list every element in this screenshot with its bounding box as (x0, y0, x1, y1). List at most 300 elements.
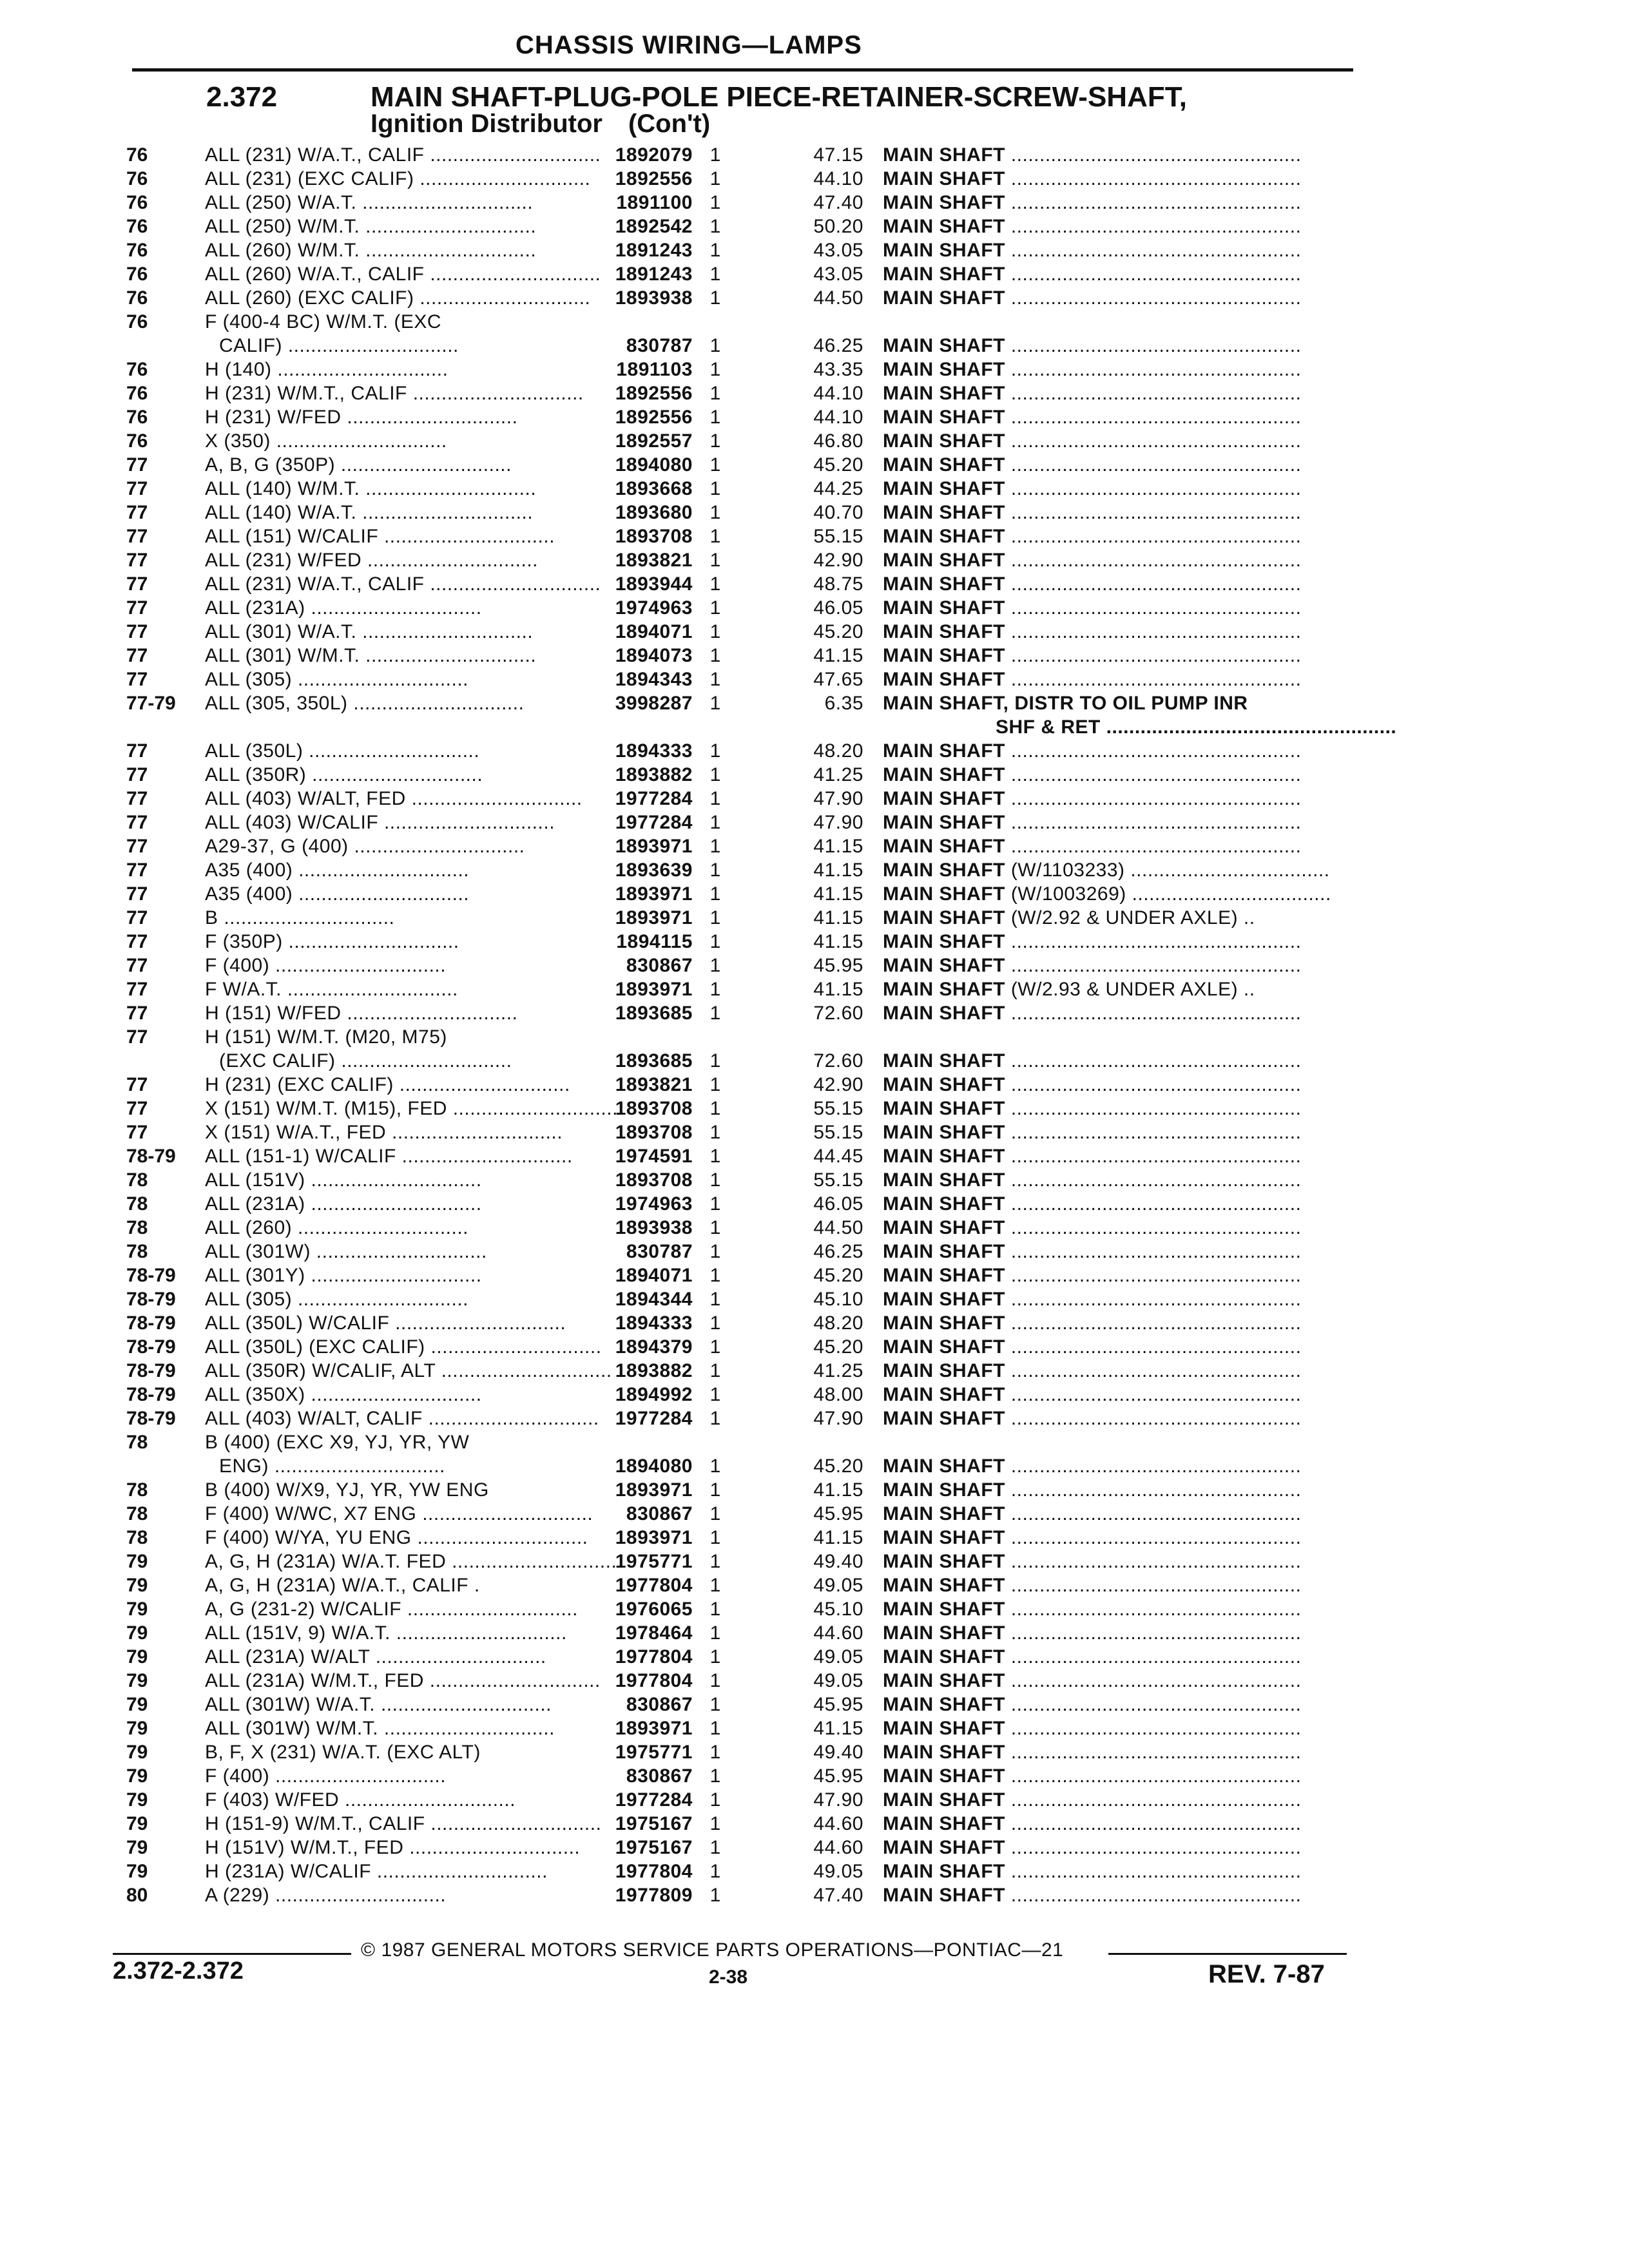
application-description: CALIF) .............................. (219, 335, 459, 356)
quantity: 1 (709, 192, 721, 213)
part-name (883, 1073, 1353, 1097)
part-name-note: ................................................... (1005, 955, 1302, 976)
table-row (0, 1073, 1629, 1097)
application-description: ALL (301W) W/M.T. .............................. (205, 1718, 555, 1739)
part-name-note: (W/1003269) ................................... (1005, 883, 1331, 905)
part-number: 1893708 (615, 1098, 693, 1119)
part-name-note: ................................................... (1005, 669, 1302, 690)
quantity: 1 (709, 979, 721, 1000)
part-name (883, 1621, 1353, 1645)
part-name-text: MAIN SHAFT (883, 1336, 1005, 1358)
part-name-text: MAIN SHAFT (883, 407, 1005, 428)
quantity: 1 (709, 1503, 721, 1524)
table-row (0, 167, 1629, 191)
price: 49.40 (813, 1551, 863, 1572)
part-number: 1977284 (615, 1408, 693, 1429)
section-subtitle (371, 110, 710, 139)
price: 49.05 (813, 1670, 863, 1691)
part-name-note: ................................................... (1005, 1098, 1302, 1119)
table-row (0, 1836, 1629, 1860)
model-year: 77 (126, 1074, 148, 1095)
part-number: 1977804 (615, 1670, 693, 1691)
application-description: ALL (350R) .............................. (205, 764, 483, 785)
part-name-note: ................................................... (1005, 1503, 1302, 1524)
part-name-text: MAIN SHAFT (883, 430, 1005, 452)
quantity: 1 (709, 1146, 721, 1167)
application-description: ALL (301W) .............................. (205, 1241, 487, 1262)
price: 41.15 (813, 645, 863, 666)
table-row (0, 381, 1629, 405)
part-name-text: MAIN SHAFT (883, 287, 1005, 309)
table-row (0, 1740, 1629, 1764)
part-number: 1894343 (615, 669, 693, 690)
part-number: 1892079 (615, 144, 693, 166)
part-name-note: ................................................... (1005, 1384, 1302, 1405)
model-year: 77 (126, 1026, 148, 1048)
quantity: 1 (709, 1670, 721, 1691)
price: 44.25 (813, 478, 863, 499)
quantity: 1 (709, 526, 721, 547)
price: 42.90 (813, 1074, 863, 1095)
part-name (883, 1836, 1353, 1860)
price: 41.15 (813, 907, 863, 928)
model-year: 78 (126, 1503, 148, 1524)
part-number: 830867 (626, 1694, 693, 1715)
part-number: 1893971 (615, 1718, 693, 1739)
price: 49.05 (813, 1861, 863, 1882)
part-name-text: MAIN SHAFT (883, 1575, 1005, 1596)
part-number: 1894379 (615, 1336, 693, 1358)
part-name (883, 1192, 1353, 1216)
part-name (883, 977, 1353, 1001)
quantity: 1 (709, 335, 721, 356)
price: 6.35 (824, 693, 863, 714)
model-year: 79 (126, 1861, 148, 1882)
quantity: 1 (709, 1646, 721, 1667)
part-name (883, 167, 1353, 191)
part-name (883, 644, 1353, 668)
table-row (0, 1454, 1629, 1478)
footer-rule-right (1108, 1953, 1347, 1955)
table-row (0, 811, 1629, 834)
application-description: A (229) .............................. (205, 1885, 447, 1906)
part-name-note: ................................................... (1005, 1289, 1302, 1310)
part-number: 1891103 (616, 359, 693, 380)
part-number: 1894333 (615, 1312, 693, 1334)
table-row (0, 1287, 1629, 1311)
part-name-note: (W/2.93 & UNDER AXLE) .. (1005, 979, 1255, 1000)
application-description: ALL (350L) .............................. (205, 740, 480, 762)
part-name-text: MAIN SHAFT (883, 1384, 1005, 1405)
application-description: X (151) W/M.T. (M15), FED .............................. (205, 1098, 624, 1119)
model-year: 80 (126, 1885, 148, 1906)
part-number: 1893971 (615, 907, 693, 928)
part-name-text: MAIN SHAFT (883, 979, 1005, 1000)
application-description: ALL (301) W/M.T. .............................. (205, 645, 537, 666)
price: 55.15 (813, 1122, 863, 1143)
quantity: 1 (709, 597, 721, 619)
model-year: 77 (126, 573, 148, 595)
table-row (0, 644, 1629, 668)
price: 48.75 (813, 573, 863, 595)
part-name-note: ................................................... (1005, 1646, 1302, 1667)
part-name-note: ................................................... (1005, 502, 1302, 523)
table-row (0, 882, 1629, 906)
part-name-note: ................................................... (1005, 478, 1302, 499)
table-row (0, 715, 1629, 739)
part-name (883, 548, 1353, 572)
table-row (0, 215, 1629, 238)
table-row (0, 358, 1629, 381)
quantity: 1 (709, 1312, 721, 1334)
part-name (883, 1860, 1353, 1883)
part-name (883, 668, 1353, 691)
part-name-text: MAIN SHAFT (883, 192, 1005, 213)
application-description: A, G, H (231A) W/A.T. FED .............................. (205, 1551, 623, 1572)
part-name (883, 1788, 1353, 1812)
price: 41.15 (813, 1718, 863, 1739)
part-number: 1893944 (615, 573, 693, 595)
model-year: 78-79 (126, 1146, 176, 1167)
table-row (0, 930, 1629, 954)
application-description: ALL (250) W/A.T. .............................. (205, 192, 534, 213)
part-name-note: ................................................... (1005, 740, 1302, 762)
part-number: 1893639 (615, 860, 693, 881)
part-number: 1974963 (615, 597, 693, 619)
part-name-text: MAIN SHAFT (883, 836, 1005, 857)
model-year: 77 (126, 645, 148, 666)
price: 47.90 (813, 1789, 863, 1811)
application-description: ALL (305) .............................. (205, 669, 469, 690)
part-name-note: ................................................... (1005, 597, 1302, 619)
part-number: 1892556 (615, 407, 693, 428)
part-name-note: ................................................... (1005, 1789, 1302, 1811)
model-year: 77 (126, 550, 148, 571)
quantity: 1 (709, 407, 721, 428)
model-year: 79 (126, 1765, 148, 1787)
part-number: 1893821 (615, 1074, 693, 1095)
table-row (0, 143, 1629, 167)
table-row (0, 1001, 1629, 1025)
quantity: 1 (709, 287, 721, 309)
part-number: 1893685 (615, 1003, 693, 1024)
price: 47.90 (813, 1408, 863, 1429)
part-number: 3998287 (615, 693, 693, 714)
model-year: 76 (126, 311, 148, 332)
table-row (0, 262, 1629, 286)
price: 41.15 (813, 883, 863, 905)
part-name (883, 1550, 1353, 1573)
model-year: 77 (126, 1098, 148, 1119)
part-number: 1893685 (615, 1050, 693, 1072)
application-description: ALL (403) W/CALIF .............................. (205, 812, 555, 833)
part-name-text: MAIN SHAFT (883, 740, 1005, 762)
quantity: 1 (709, 1479, 721, 1501)
model-year: 77 (126, 836, 148, 857)
part-name-text: MAIN SHAFT (883, 478, 1005, 499)
table-row (0, 1502, 1629, 1526)
quantity: 1 (709, 907, 721, 928)
part-number: 1894333 (615, 740, 693, 762)
model-year: 76 (126, 383, 148, 404)
table-row (0, 620, 1629, 644)
part-name (883, 1264, 1353, 1287)
quantity: 1 (709, 264, 721, 285)
price: 43.35 (813, 359, 863, 380)
model-year: 77 (126, 907, 148, 928)
quantity: 1 (709, 1837, 721, 1858)
table-row (0, 1407, 1629, 1430)
part-name-note: ................................................... (1005, 573, 1302, 595)
part-name-note: ................................................... (1005, 1074, 1302, 1095)
part-name (883, 358, 1353, 381)
part-name (883, 1669, 1353, 1693)
quantity: 1 (709, 550, 721, 571)
part-name (883, 882, 1353, 906)
part-number: 1893680 (615, 502, 693, 523)
part-name-note: ................................................... (1005, 1765, 1302, 1787)
application-description: H (231A) W/CALIF .............................. (205, 1861, 548, 1882)
part-name-text: MAIN SHAFT (883, 1599, 1005, 1620)
table-row (0, 1049, 1629, 1073)
quantity: 1 (709, 1408, 721, 1429)
part-number: 1893708 (615, 1169, 693, 1191)
part-name-text: MAIN SHAFT (883, 1479, 1005, 1501)
model-year: 79 (126, 1551, 148, 1572)
price: 45.10 (813, 1289, 863, 1310)
application-description: ALL (301Y) .............................. (205, 1265, 482, 1286)
model-year: 76 (126, 407, 148, 428)
parts-table (0, 143, 1629, 1907)
part-name-note: ................................................... (1005, 1551, 1302, 1572)
application-description: A35 (400) .............................. (205, 883, 470, 905)
part-name-note: (W/1103233) ................................... (1005, 860, 1330, 881)
table-row (0, 906, 1629, 930)
model-year: 76 (126, 240, 148, 261)
table-row (0, 1192, 1629, 1216)
quantity: 1 (709, 1599, 721, 1620)
part-name (883, 1764, 1353, 1788)
application-description: F (400) .............................. (205, 1765, 447, 1787)
price: 47.90 (813, 812, 863, 833)
part-name-text: MAIN SHAFT (883, 1003, 1005, 1024)
part-name (883, 1502, 1353, 1526)
quantity: 1 (709, 764, 721, 785)
application-description: ALL (403) W/ALT, CALIF .............................. (205, 1408, 599, 1429)
model-year: 77 (126, 1122, 148, 1143)
part-name-text: MAIN SHAFT (883, 860, 1005, 881)
table-row (0, 1860, 1629, 1883)
part-name-text: MAIN SHAFT (883, 1241, 1005, 1262)
part-name (883, 143, 1353, 167)
model-year: 78 (126, 1527, 148, 1548)
part-name-note: ................................................... (1005, 1527, 1302, 1548)
part-name-text: MAIN SHAFT (883, 1813, 1005, 1834)
section-continued: (Con't) (628, 110, 711, 138)
part-number: 1894080 (615, 454, 693, 476)
part-name-note: ................................................... (1005, 430, 1302, 452)
part-name-text: MAIN SHAFT (883, 264, 1005, 285)
price: 41.25 (813, 1360, 863, 1381)
part-name-text: MAIN SHAFT (883, 1217, 1005, 1238)
part-name-note: ................................................... (1005, 1694, 1302, 1715)
quantity: 1 (709, 645, 721, 666)
quantity: 1 (709, 1050, 721, 1072)
part-name-note: ................................................... (1005, 359, 1302, 380)
part-name (883, 1716, 1353, 1740)
part-name (883, 262, 1353, 286)
part-name (883, 1216, 1353, 1240)
model-year: 79 (126, 1599, 148, 1620)
application-description: ALL (151) W/CALIF .............................. (205, 526, 555, 547)
model-year: 77 (126, 812, 148, 833)
part-number: 1892556 (615, 383, 693, 404)
table-row (0, 596, 1629, 620)
table-row (0, 1240, 1629, 1264)
quantity: 1 (709, 955, 721, 976)
price: 40.70 (813, 502, 863, 523)
part-number: 1977284 (615, 788, 693, 809)
part-name (883, 1311, 1353, 1335)
part-name (883, 691, 1353, 715)
table-row (0, 477, 1629, 501)
price: 42.90 (813, 550, 863, 571)
part-name (883, 1359, 1353, 1383)
part-name-text: MAIN SHAFT (883, 788, 1005, 809)
part-name-note: ................................................... (1005, 1122, 1302, 1143)
table-row (0, 858, 1629, 882)
table-row (0, 1621, 1629, 1645)
model-year: 78-79 (126, 1265, 176, 1286)
part-number: 1893938 (615, 287, 693, 309)
price: 43.05 (813, 264, 863, 285)
model-year: 77 (126, 669, 148, 690)
part-name (883, 1049, 1353, 1073)
part-name (883, 1812, 1353, 1836)
price: 72.60 (813, 1050, 863, 1072)
price: 55.15 (813, 1169, 863, 1191)
part-number: 1893668 (615, 478, 693, 499)
part-name-note: ................................................... (1005, 645, 1302, 666)
part-name (883, 763, 1353, 787)
part-name-continued: SHF & RET ................................................... (996, 716, 1397, 738)
part-name-text: MAIN SHAFT (883, 1694, 1005, 1715)
application-description: ALL (231) (EXC CALIF) .............................. (205, 168, 591, 189)
footer-copyright: © 1987 GENERAL MOTORS SERVICE PARTS OPERATIONS—PONTIAC—21 (361, 1939, 1064, 1961)
part-name-text: MAIN SHAFT (883, 1122, 1005, 1143)
part-number: 1976065 (615, 1599, 693, 1620)
model-year: 78 (126, 1479, 148, 1501)
quantity: 1 (709, 931, 721, 952)
application-description: ALL (301W) W/A.T. .............................. (205, 1694, 552, 1715)
part-name (883, 620, 1353, 644)
model-year: 77 (126, 597, 148, 619)
table-row (0, 1216, 1629, 1240)
table-row (0, 1144, 1629, 1168)
part-name (883, 1168, 1353, 1192)
part-number: 1975167 (615, 1837, 693, 1858)
part-name-text: MAIN SHAFT (883, 1312, 1005, 1334)
quantity: 1 (709, 1336, 721, 1358)
application-description: (EXC CALIF) .............................. (219, 1050, 512, 1072)
model-year: 78-79 (126, 1289, 176, 1310)
part-name-text: MAIN SHAFT (883, 1265, 1005, 1286)
part-name-note: ................................................... (1005, 764, 1302, 785)
part-name-note: ................................................... (1005, 836, 1302, 857)
application-description: ALL (350L) (EXC CALIF) .............................. (205, 1336, 602, 1358)
part-name (883, 1120, 1353, 1144)
price: 48.20 (813, 740, 863, 762)
quantity: 1 (709, 1527, 721, 1548)
application-description: ENG) .............................. (219, 1456, 445, 1477)
part-name-text: MAIN SHAFT (883, 907, 1005, 928)
quantity: 1 (709, 1289, 721, 1310)
application-description: F (400) W/YA, YU ENG .............................. (205, 1527, 588, 1548)
table-row (0, 405, 1629, 429)
application-description: ALL (260) .............................. (205, 1217, 469, 1238)
price: 45.20 (813, 454, 863, 476)
part-number: 1977284 (615, 812, 693, 833)
quantity: 1 (709, 1169, 721, 1191)
model-year: 77 (126, 526, 148, 547)
part-number: 1977804 (615, 1646, 693, 1667)
application-description: ALL (260) W/A.T., CALIF .............................. (205, 264, 601, 285)
part-number: 1893971 (615, 1479, 693, 1501)
part-name-note: ................................................... (1005, 1169, 1302, 1191)
part-name-note: ................................................... (1005, 1575, 1302, 1596)
part-number: 1893882 (615, 764, 693, 785)
price: 45.95 (813, 1694, 863, 1715)
price: 49.05 (813, 1646, 863, 1667)
part-name-text: MAIN SHAFT (883, 502, 1005, 523)
price: 41.15 (813, 1479, 863, 1501)
quantity: 1 (709, 740, 721, 762)
part-number: 1892542 (615, 216, 693, 237)
part-name (883, 477, 1353, 501)
table-row (0, 286, 1629, 310)
part-number: 1894071 (615, 621, 693, 642)
model-year: 78 (126, 1241, 148, 1262)
part-name-text: MAIN SHAFT (883, 454, 1005, 476)
part-name-text: MAIN SHAFT (883, 168, 1005, 189)
table-row (0, 1097, 1629, 1120)
footer-page-number: 2-38 (709, 1966, 748, 1988)
part-name-text: MAIN SHAFT (883, 359, 1005, 380)
part-name-text: MAIN SHAFT (883, 216, 1005, 237)
part-name-note: ................................................... (1005, 931, 1302, 952)
part-name (883, 1407, 1353, 1430)
price: 47.65 (813, 669, 863, 690)
table-row (0, 1383, 1629, 1407)
application-description: B (400) W/X9, YJ, YR, YW ENG (205, 1479, 489, 1501)
part-name-note: ................................................... (1005, 1670, 1302, 1691)
application-description: ALL (350R) W/CALIF, ALT .............................. (205, 1360, 612, 1381)
part-number: 1891243 (615, 240, 693, 261)
model-year: 79 (126, 1789, 148, 1811)
quantity: 1 (709, 502, 721, 523)
table-row (0, 1168, 1629, 1192)
application-description: H (231) W/FED .............................. (205, 407, 518, 428)
part-name-note: ................................................... (1005, 216, 1302, 237)
part-name-note: ................................................... (1005, 1408, 1302, 1429)
part-number: 1894992 (615, 1384, 693, 1405)
table-row (0, 1764, 1629, 1788)
part-name (883, 811, 1353, 834)
model-year: 78-79 (126, 1312, 176, 1334)
part-number: 1894073 (615, 645, 693, 666)
part-name-note: ................................................... (1005, 1622, 1302, 1644)
part-number: 1977804 (615, 1575, 693, 1596)
